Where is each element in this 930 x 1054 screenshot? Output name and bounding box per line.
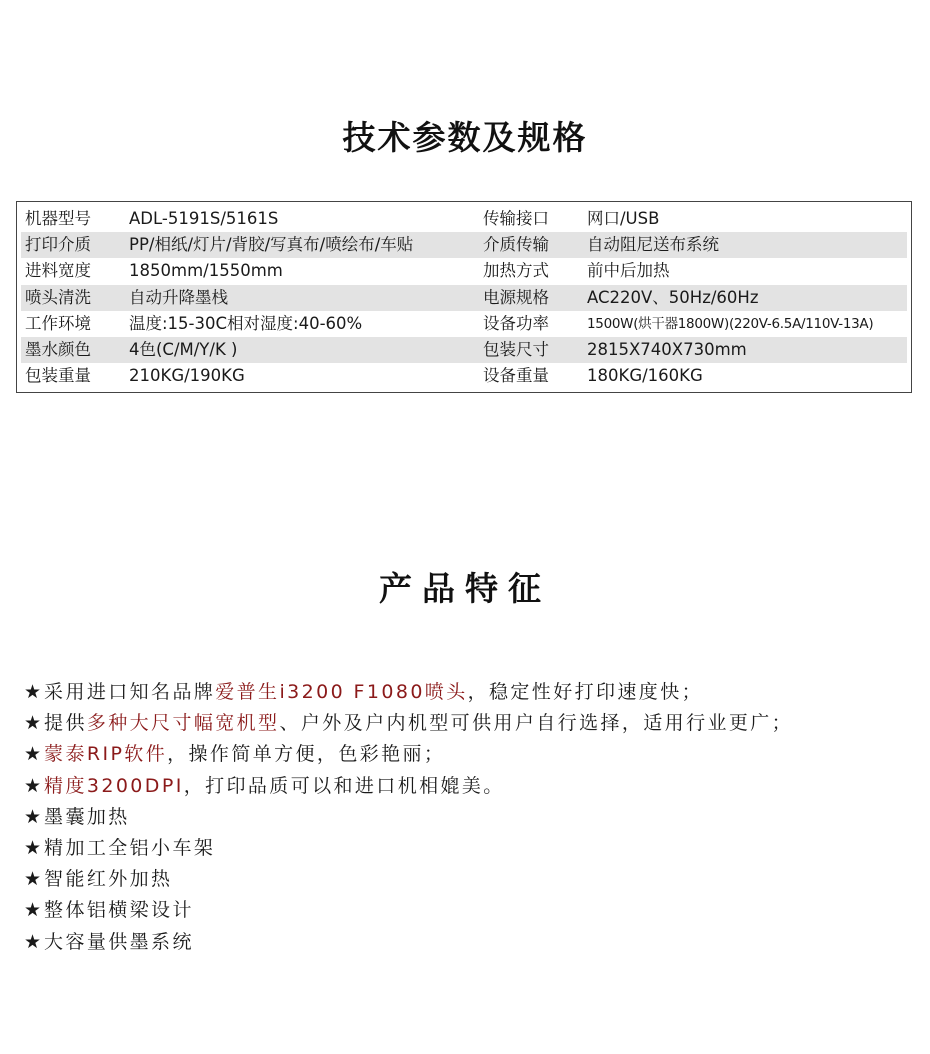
feature-text: 提供 <box>44 712 87 735</box>
feature-text: 整体铝横梁设计 <box>44 899 194 922</box>
spec-row <box>21 232 907 258</box>
feature-text: ，稳定性好打印速度快； <box>467 681 704 703</box>
spec-value: 1500W(烘干器1800W)(220V-6.5A/110V-13A) <box>587 315 874 332</box>
spec-label: 机器型号 <box>25 209 91 228</box>
spec-row <box>21 311 907 337</box>
star-icon: ★ <box>24 712 42 735</box>
feature-item <box>24 739 793 770</box>
spec-label: 介质传输 <box>483 235 549 255</box>
feature-item <box>24 895 793 926</box>
spec-value: 1850mm/1550mm <box>129 261 283 281</box>
star-icon: ★ <box>24 930 42 953</box>
spec-value: 210KG/190KG <box>129 366 245 386</box>
spec-value: 前中后加热 <box>587 261 670 281</box>
spec-table <box>16 201 912 393</box>
feature-text: 采用进口知名品牌 <box>44 681 216 703</box>
spec-section-title: 技术参数及规格 <box>342 118 588 157</box>
star-icon: ★ <box>24 743 42 766</box>
star-icon: ★ <box>24 774 42 797</box>
spec-label: 电源规格 <box>483 287 549 307</box>
feature-item <box>24 833 793 864</box>
spec-label: 进料宽度 <box>25 261 91 281</box>
feature-list <box>24 677 793 958</box>
spec-label: 墨水颜色 <box>25 339 91 359</box>
spec-value: 180KG/160KG <box>587 366 703 386</box>
spec-value: ADL-5191S/5161S <box>129 209 279 228</box>
feature-item <box>24 708 793 739</box>
spec-value: AC220V、50Hz/60Hz <box>587 287 759 307</box>
spec-row <box>21 258 907 284</box>
feature-highlight: 蒙泰RIP软件 <box>44 743 168 766</box>
spec-label: 工作环境 <box>25 313 91 333</box>
spec-label: 包装重量 <box>25 366 91 386</box>
feature-item <box>24 771 793 802</box>
spec-value: PP/相纸/灯片/背胶/写真布/喷绘布/车贴 <box>129 235 414 255</box>
spec-label: 包装尺寸 <box>483 339 549 359</box>
spec-row <box>21 285 907 311</box>
feature-item <box>24 864 793 895</box>
star-icon: ★ <box>24 681 42 703</box>
spec-label: 打印介质 <box>25 235 91 255</box>
spec-label: 喷头清洗 <box>25 287 91 307</box>
feature-text: ，操作简单方便，色彩艳丽； <box>167 743 446 766</box>
feature-text: 智能红外加热 <box>44 868 173 891</box>
feature-text: 墨囊加热 <box>44 805 130 828</box>
spec-label: 设备功率 <box>483 313 549 333</box>
spec-row <box>21 206 907 232</box>
spec-label: 加热方式 <box>483 261 549 281</box>
feature-highlight: 精度3200DPI <box>44 774 184 797</box>
feature-item <box>24 927 793 958</box>
feature-item <box>24 802 793 833</box>
feature-text: 、户外及户内机型可供用户自行选择，适用行业更广； <box>279 712 794 735</box>
feature-highlight: 多种大尺寸幅宽机型 <box>86 712 280 735</box>
spec-value: 温度:15-30C相对湿度:40-60% <box>129 313 363 333</box>
spec-value: 4色(C/M/Y/K ) <box>129 339 238 359</box>
feature-section-title: 产品特征 <box>379 569 551 608</box>
star-icon: ★ <box>24 868 42 891</box>
spec-label: 设备重量 <box>483 366 549 386</box>
spec-row <box>21 363 907 389</box>
star-icon: ★ <box>24 899 42 922</box>
spec-value: 网口/USB <box>587 209 660 228</box>
feature-text: 精加工全铝小车架 <box>44 836 216 859</box>
spec-value: 2815X740X730mm <box>587 339 747 359</box>
feature-text: 大容量供墨系统 <box>44 930 194 953</box>
feature-text: ，打印品质可以和进口机相媲美。 <box>183 774 505 797</box>
spec-value: 自动升降墨栈 <box>129 287 228 307</box>
spec-label: 传输接口 <box>483 209 549 228</box>
spec-row <box>21 337 907 363</box>
feature-highlight: 爱普生i3200 F1080喷头 <box>215 681 468 703</box>
star-icon: ★ <box>24 836 42 859</box>
spec-value: 自动阻尼送布系统 <box>587 235 719 255</box>
feature-item <box>24 677 793 708</box>
star-icon: ★ <box>24 805 42 828</box>
